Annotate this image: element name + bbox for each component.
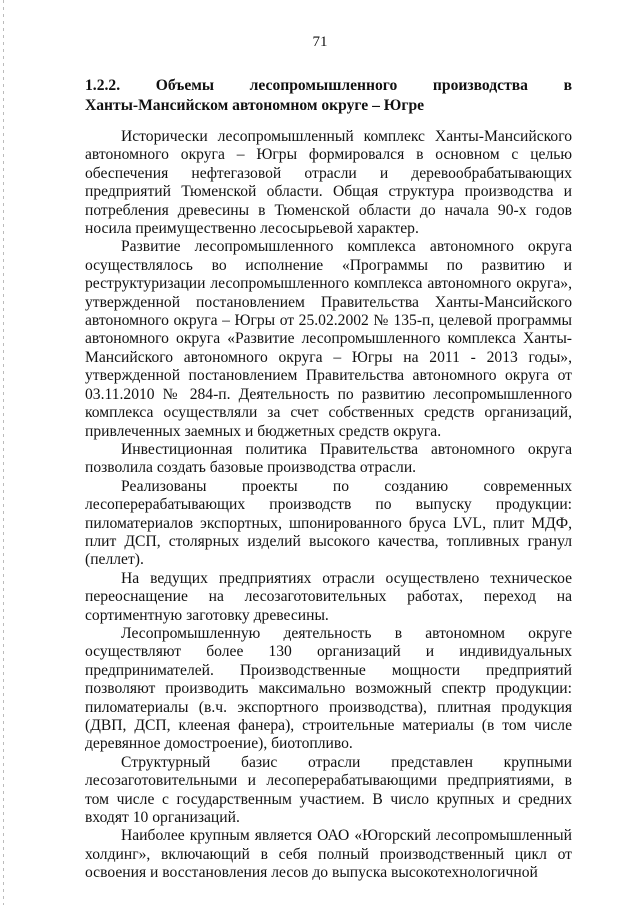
scan-edge [3, 0, 4, 905]
heading-word: в [563, 77, 572, 94]
heading-line-1 [85, 76, 572, 96]
paragraph: Развитие лесопромышленного комплекса автономного округа осуществлялось во исполнение «Программы по развитию и реструктуризации лесопромышленного комплекса автономного округа», утвержденной постановлением Правительства Ханты-Мансийского автономного округа – Югры от 25.02.2002 № 135-п, целевой программы автономного округа «Развитие лесопромышленного комплекса Ханты-Мансийского автономного округа – Югры на 2011 - 2013 годы», утвержденной постановлением Правительства автономного округа от 03.11.2010 № 284-п. Деятельность по развитию лесопромышленного комплекса осуществляли за счет собственных средств организаций, привлеченных заемных и бюджетных средств округа. [85, 238, 572, 440]
body-text [85, 128, 572, 883]
heading-word: производства [432, 77, 528, 94]
paragraph: На ведущих предприятиях отрасли осуществлено техническое переоснащение на лесозаготовительных работах, переход на сортиментную заготовку древесины. [85, 569, 572, 624]
paragraph: Инвестиционная политика Правительства автономного округа позволила создать базовые производства отрасли. [85, 440, 572, 477]
paragraph: Реализованы проекты по созданию современных лесоперерабатывающих производств по выпуску продукции: пиломатериалов экспортных, шпонированного бруса LVL, плит МДФ, плит ДСП, столярных изделий высокого качества, топливных гранул (пеллет). [85, 477, 572, 569]
paragraph: Исторически лесопромышленный комплекс Ханты-Мансийского автономного округа – Югры формировался в основном с целью обеспечения нефтегазовой отрасли и деревообрабатывающих предприятий Тюменской области. Общая структура производства и потребления древесины в Тюменской области до начала 90-х годов носила преимущественно лесосырьевой характер. [85, 128, 572, 238]
paragraph: Лесопромышленную деятельность в автономном округе осуществляют более 130 организаций и индивидуальных предпринимателей. Производственные мощности предприятий позволяют производить максимально возможный спектр продукции: пиломатериалы (в.ч. экспортного производства), плитная продукция (ДВП, ДСП, клееная фанера), строительные материалы (в том числе деревянное домостроение), биотопливо. [85, 624, 572, 753]
paragraph: Структурный базис отрасли представлен крупными лесозаготовительными и лесоперерабатывающими предприятиями, в том числе с государственным участием. В число крупных и средних входят 10 организаций. [85, 753, 572, 827]
heading-word: лесопромышленного [249, 77, 398, 94]
page-number: 71 [312, 34, 328, 50]
heading-word: Объемы [155, 77, 215, 94]
section-heading [85, 76, 572, 116]
section-number: 1.2.2. [85, 77, 121, 94]
paragraph: Наиболее крупным является ОАО «Югорский лесопромышленный холдинг», включающий в себя полный производственный цикл от освоения и восстановления лесов до выпуска высокотехнологичной [85, 827, 572, 882]
heading-line-2: Ханты-Мансийском автономном округе – Югре [85, 97, 425, 114]
